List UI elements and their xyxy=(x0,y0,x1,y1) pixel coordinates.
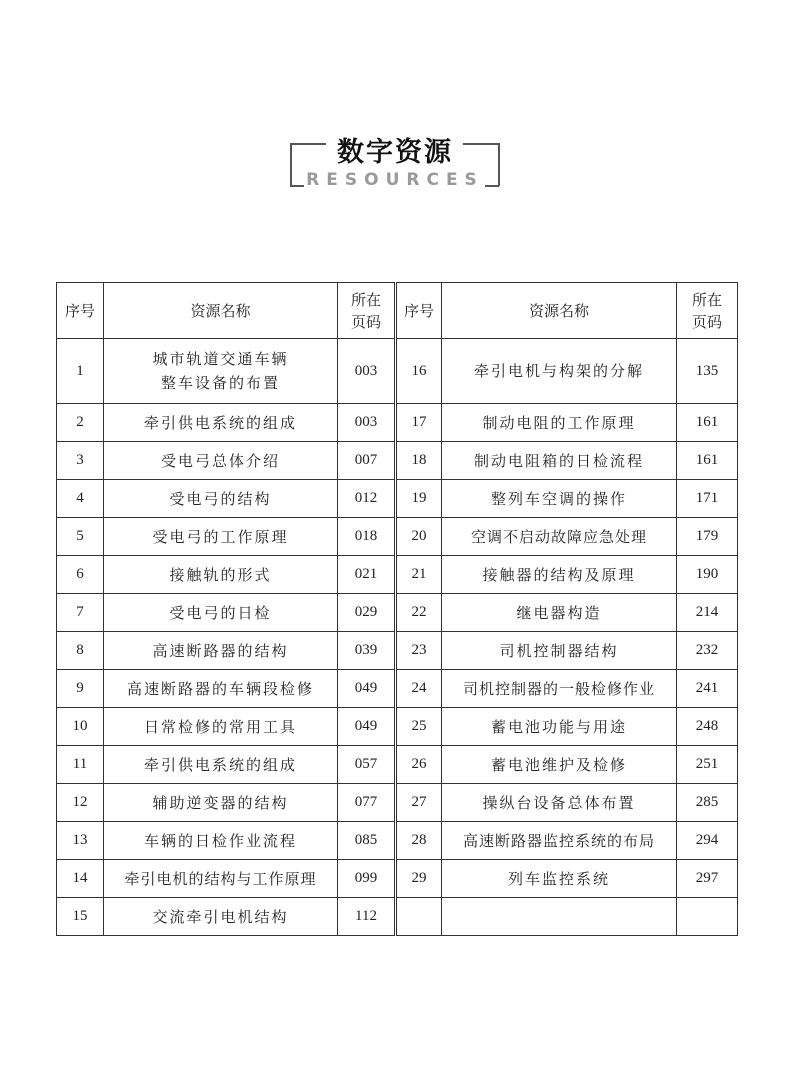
table-row xyxy=(397,708,738,746)
table-row xyxy=(57,556,395,594)
column-header-page xyxy=(677,283,738,339)
table-row xyxy=(397,632,738,670)
table-row xyxy=(397,746,738,784)
table-row xyxy=(397,404,738,442)
table-row xyxy=(397,784,738,822)
row-resource-name: 日常检修的常用工具 xyxy=(104,708,338,746)
table-row xyxy=(57,442,395,480)
table-row xyxy=(57,594,395,632)
row-index: 12 xyxy=(57,784,104,822)
row-index: 20 xyxy=(397,518,442,556)
table-row xyxy=(397,556,738,594)
page-header xyxy=(0,0,790,240)
row-resource-name-line1: 城市轨道交通车辆 xyxy=(152,350,289,368)
row-resource-name: 继电器构造 xyxy=(442,594,677,632)
bracket-right-vertical xyxy=(498,143,500,186)
row-resource-name xyxy=(104,339,338,404)
table-header-row xyxy=(397,283,738,339)
row-resource-name: 空调不启动故障应急处理 xyxy=(442,518,677,556)
row-resource-name: 接触器的结构及原理 xyxy=(442,556,677,594)
row-index: 23 xyxy=(397,632,442,670)
row-index: 8 xyxy=(57,632,104,670)
row-index: 16 xyxy=(397,339,442,404)
column-header-page-line2: 页码 xyxy=(691,312,722,331)
row-page: 190 xyxy=(677,556,738,594)
column-header-name: 资源名称 xyxy=(442,283,677,339)
row-index: 27 xyxy=(397,784,442,822)
row-index: 4 xyxy=(57,480,104,518)
table-row xyxy=(57,708,395,746)
row-page: 232 xyxy=(677,632,738,670)
row-index: 5 xyxy=(57,518,104,556)
table-row xyxy=(57,518,395,556)
row-resource-name: 蓄电池功能与用途 xyxy=(442,708,677,746)
row-resource-name: 牵引电机的结构与工作原理 xyxy=(104,860,338,898)
row-resource-name: 高速断路器监控系统的布局 xyxy=(442,822,677,860)
row-index: 24 xyxy=(397,670,442,708)
table-row xyxy=(397,594,738,632)
row-index: 13 xyxy=(57,822,104,860)
table-row xyxy=(397,822,738,860)
row-index: 21 xyxy=(397,556,442,594)
row-resource-name: 高速断路器的结构 xyxy=(104,632,338,670)
column-header-index: 序号 xyxy=(57,283,104,339)
row-index: 7 xyxy=(57,594,104,632)
table-row xyxy=(397,442,738,480)
table-row xyxy=(397,480,738,518)
table-row xyxy=(57,898,395,936)
row-resource-name: 牵引供电系统的组成 xyxy=(104,746,338,784)
row-resource-name: 牵引电机与构架的分解 xyxy=(442,339,677,404)
row-resource-name: 交流牵引电机结构 xyxy=(104,898,338,936)
row-page: 241 xyxy=(677,670,738,708)
row-resource-name: 受电弓的结构 xyxy=(104,480,338,518)
row-page: 214 xyxy=(677,594,738,632)
column-header-page-line1: 所在 xyxy=(350,290,381,309)
row-index: 19 xyxy=(397,480,442,518)
row-resource-name: 受电弓的工作原理 xyxy=(104,518,338,556)
bracket-left-bottom xyxy=(290,185,304,187)
row-resource-name: 制动电阻的工作原理 xyxy=(442,404,677,442)
row-resource-name: 高速断路器的车辆段检修 xyxy=(104,670,338,708)
row-page: 285 xyxy=(677,784,738,822)
row-index xyxy=(397,898,442,936)
row-resource-name: 蓄电池维护及检修 xyxy=(442,746,677,784)
table-row xyxy=(397,670,738,708)
row-page: 171 xyxy=(677,480,738,518)
row-resource-name: 牵引供电系统的组成 xyxy=(104,404,338,442)
row-resource-name: 整列车空调的操作 xyxy=(442,480,677,518)
row-index: 10 xyxy=(57,708,104,746)
row-resource-name: 车辆的日检作业流程 xyxy=(104,822,338,860)
column-header-page xyxy=(338,283,395,339)
row-index: 14 xyxy=(57,860,104,898)
table-row xyxy=(397,860,738,898)
row-page: 049 xyxy=(338,708,395,746)
row-resource-name: 操纵台设备总体布置 xyxy=(442,784,677,822)
bracket-left-vertical xyxy=(290,143,292,186)
row-page: 179 xyxy=(677,518,738,556)
row-page: 021 xyxy=(338,556,395,594)
table-row xyxy=(57,860,395,898)
row-resource-name: 受电弓的日检 xyxy=(104,594,338,632)
table-header-row xyxy=(57,283,395,339)
row-page: 003 xyxy=(338,404,395,442)
resources-table-right xyxy=(396,282,738,936)
row-index: 9 xyxy=(57,670,104,708)
table-row xyxy=(57,339,395,404)
column-header-index: 序号 xyxy=(397,283,442,339)
row-page: 049 xyxy=(338,670,395,708)
row-index: 28 xyxy=(397,822,442,860)
table-row xyxy=(57,632,395,670)
row-page: 012 xyxy=(338,480,395,518)
page-subtitle: RESOURCES xyxy=(306,170,484,190)
row-page: 077 xyxy=(338,784,395,822)
table-row xyxy=(57,746,395,784)
row-resource-name: 司机控制器结构 xyxy=(442,632,677,670)
column-header-name: 资源名称 xyxy=(104,283,338,339)
row-page: 297 xyxy=(677,860,738,898)
page-title: 数字资源 xyxy=(337,137,453,168)
row-page: 294 xyxy=(677,822,738,860)
bracket-right-bottom xyxy=(485,185,499,187)
row-index: 29 xyxy=(397,860,442,898)
table-row-empty xyxy=(397,898,738,936)
row-page xyxy=(677,898,738,936)
table-row xyxy=(397,339,738,404)
row-page: 057 xyxy=(338,746,395,784)
row-page: 161 xyxy=(677,442,738,480)
row-page: 161 xyxy=(677,404,738,442)
column-header-page-line2: 页码 xyxy=(350,312,381,331)
row-resource-name: 列车监控系统 xyxy=(442,860,677,898)
row-index: 22 xyxy=(397,594,442,632)
row-index: 6 xyxy=(57,556,104,594)
row-index: 15 xyxy=(57,898,104,936)
row-index: 2 xyxy=(57,404,104,442)
table-row xyxy=(57,480,395,518)
row-index: 25 xyxy=(397,708,442,746)
row-page: 251 xyxy=(677,746,738,784)
row-resource-name-line2: 整车设备的布置 xyxy=(160,374,280,392)
row-index: 1 xyxy=(57,339,104,404)
row-index: 11 xyxy=(57,746,104,784)
row-resource-name: 接触轨的形式 xyxy=(104,556,338,594)
row-resource-name: 受电弓总体介绍 xyxy=(104,442,338,480)
column-header-page-line1: 所在 xyxy=(691,290,722,309)
row-page: 003 xyxy=(338,339,395,404)
table-row xyxy=(57,784,395,822)
row-page: 085 xyxy=(338,822,395,860)
row-resource-name: 制动电阻箱的日检流程 xyxy=(442,442,677,480)
table-row xyxy=(397,518,738,556)
row-page: 112 xyxy=(338,898,395,936)
table-row xyxy=(57,822,395,860)
row-page: 018 xyxy=(338,518,395,556)
table-row xyxy=(57,404,395,442)
row-resource-name: 辅助逆变器的结构 xyxy=(104,784,338,822)
row-page: 039 xyxy=(338,632,395,670)
row-index: 17 xyxy=(397,404,442,442)
row-index: 3 xyxy=(57,442,104,480)
row-page: 135 xyxy=(677,339,738,404)
row-page: 007 xyxy=(338,442,395,480)
row-index: 18 xyxy=(397,442,442,480)
row-resource-name xyxy=(442,898,677,936)
resources-table-left xyxy=(56,282,395,936)
table-row xyxy=(57,670,395,708)
row-index: 26 xyxy=(397,746,442,784)
row-page: 248 xyxy=(677,708,738,746)
row-resource-name: 司机控制器的一般检修作业 xyxy=(442,670,677,708)
row-page: 029 xyxy=(338,594,395,632)
row-page: 099 xyxy=(338,860,395,898)
